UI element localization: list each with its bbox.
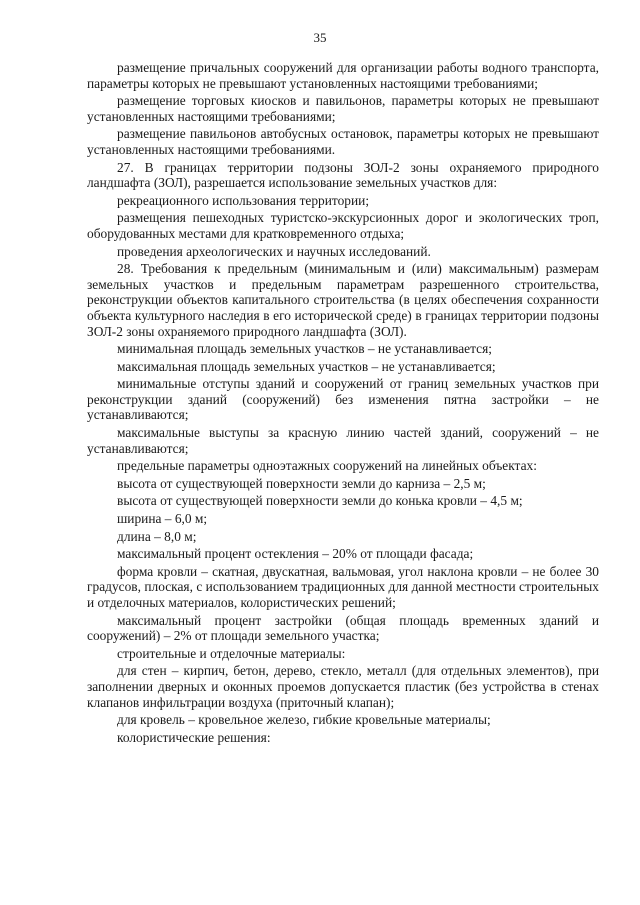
paragraph: минимальные отступы зданий и сооружений от границ земельных участков при реконструкции зданий (сооружений) без изменения пятна застройки – не устанавливаются; <box>87 376 599 423</box>
paragraph: для стен – кирпич, бетон, дерево, стекло, металл (для отдельных элементов), при заполнении дверных и оконных проемов допускается пластик (без устройства в стенах клапанов инфильтрации воздуха (приточный клапан); <box>87 663 599 710</box>
paragraph: для кровель – кровельное железо, гибкие кровельные материалы; <box>117 712 491 728</box>
paragraph: ширина – 6,0 м; <box>117 511 208 527</box>
paragraph: максимальный процент остекления – 20% от площади фасада; <box>117 546 474 562</box>
paragraph: размещения пешеходных туристско-экскурсионных дорог и экологических троп, оборудованных местами для кратковременного отдыха; <box>87 210 599 241</box>
paragraph: максимальный процент застройки (общая площадь временных зданий и сооружений) – 2% от площади земельного участка; <box>87 612 599 644</box>
paragraph: проведения археологических и научных исследований. <box>117 243 431 259</box>
document-body <box>87 60 599 747</box>
paragraph: размещение торговых киосков и павильонов, параметры которых не превышают установленных настоящими требованиями; <box>87 93 599 124</box>
paragraph: предельные параметры одноэтажных сооружений на линейных объектах: <box>117 458 537 474</box>
paragraph: максимальные выступы за красную линию частей зданий, сооружений – не устанавливаются; <box>87 425 599 456</box>
paragraph-section-28: 28. Требования к предельным (минимальным и (или) максимальным) размерам земельных участков и предельным параметрам разрешенного строительства, реконструкции объектов капитального строительства (в целях обеспечения сохранности объекта культурного наследия в его исторической среде) в границах территории подзоны ЗОЛ-2 зоны охраняемого природного ландшафта (ЗОЛ). <box>87 261 599 339</box>
paragraph-section-27: 27. В границах территории подзоны ЗОЛ-2 зоны охраняемого природного ландшафта (ЗОЛ), разрешается использование земельных участков для: <box>87 159 599 191</box>
paragraph: колористические решения: <box>117 729 271 745</box>
paragraph: размещение причальных сооружений для организации работы водного транспорта, параметры которых не превышают установленных настоящими требованиями; <box>87 60 599 91</box>
paragraph: максимальная площадь земельных участков – не устанавливается; <box>117 358 496 374</box>
paragraph: минимальная площадь земельных участков – не устанавливается; <box>117 341 492 357</box>
paragraph: высота от существующей поверхности земли до карниза – 2,5 м; <box>117 475 486 491</box>
paragraph: длина – 8,0 м; <box>117 528 197 544</box>
paragraph: высота от существующей поверхности земли до конька кровли – 4,5 м; <box>117 493 523 509</box>
page-number: 35 <box>313 30 327 45</box>
paragraph: строительные и отделочные материалы: <box>117 645 346 661</box>
paragraph: форма кровли – скатная, двускатная, вальмовая, угол наклона кровли – не более 30 градусов, плоская, с использованием традиционных для данной местности строительных и отделочных материалов, колористических решений; <box>87 563 599 610</box>
paragraph: рекреационного использования территории; <box>117 192 370 208</box>
paragraph: размещение павильонов автобусных остановок, параметры которых не превышают установленных настоящими требованиями. <box>87 126 599 157</box>
